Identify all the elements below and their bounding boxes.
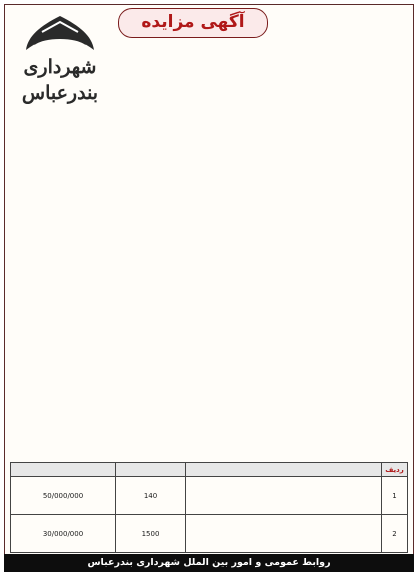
logo-text-top: شهرداری bbox=[23, 56, 97, 78]
cell-deposit: 50/000/000 bbox=[11, 477, 116, 515]
table-header-row bbox=[11, 463, 408, 477]
table-row bbox=[11, 477, 408, 515]
cell-row-number: 1 bbox=[382, 477, 408, 515]
cell-deposit: 30/000/000 bbox=[11, 515, 116, 553]
header-area bbox=[116, 463, 186, 477]
cell-description bbox=[186, 515, 382, 553]
table-row bbox=[11, 515, 408, 553]
header-row-number: ردیف bbox=[382, 463, 408, 477]
lots-table bbox=[10, 462, 408, 553]
header-deposit bbox=[11, 463, 116, 477]
footer-banner: روابط عمومی و امور بین الملل شهرداری بندرعباس bbox=[4, 554, 414, 572]
cell-row-number: 2 bbox=[382, 515, 408, 553]
cell-description bbox=[186, 477, 382, 515]
cell-area: 140 bbox=[116, 477, 186, 515]
logo-text-bottom: بندرعباس bbox=[21, 82, 99, 104]
intro-paragraph bbox=[10, 44, 402, 152]
header-description bbox=[186, 463, 382, 477]
notice-title: آگهی مزایده bbox=[118, 8, 268, 38]
cell-area: 1500 bbox=[116, 515, 186, 553]
